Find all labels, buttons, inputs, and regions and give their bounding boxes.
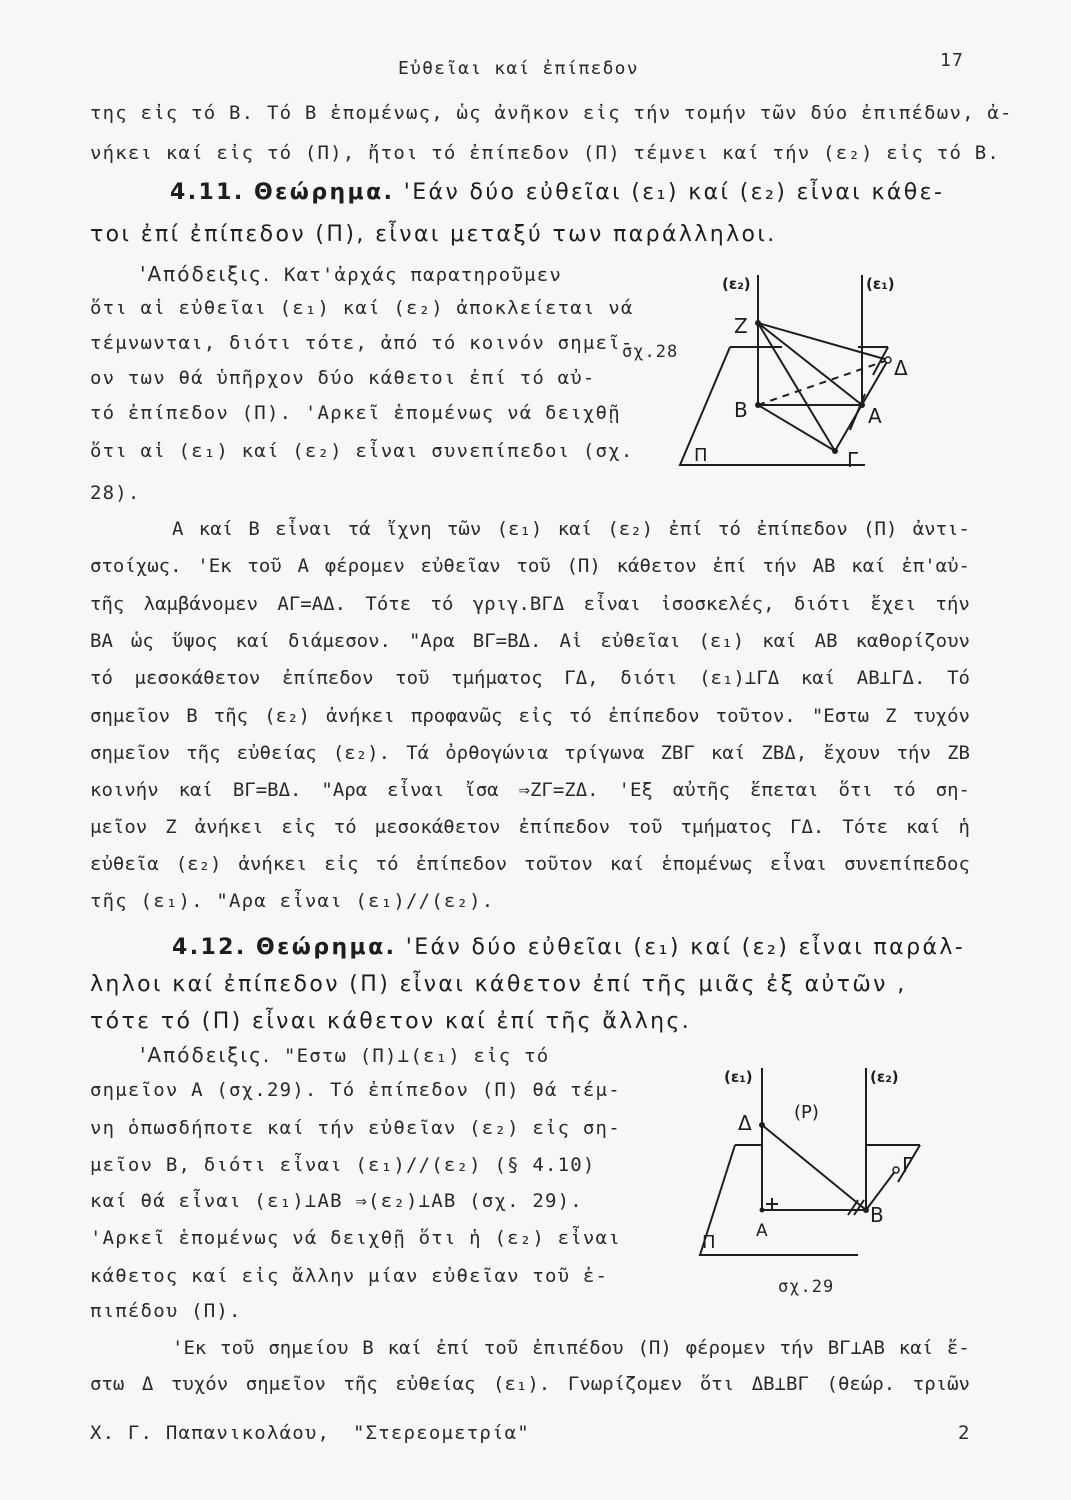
word: τρίγωνα <box>564 742 645 764</box>
word: Β <box>362 1337 374 1359</box>
label-d: Δ <box>894 356 908 380</box>
word: 'Εκ <box>172 1337 207 1359</box>
word: ἐπίπεδον <box>415 853 508 875</box>
word: τό <box>718 518 741 540</box>
theorem-number: 4.12. <box>172 935 247 960</box>
label-a: Α <box>756 1221 768 1241</box>
word: Δ <box>141 1373 154 1395</box>
word: ἔ- <box>946 1337 970 1359</box>
word: ἐπίπεδον <box>282 667 374 689</box>
para-4-12-line-2 <box>90 1373 970 1395</box>
segment-db <box>762 1125 866 1210</box>
word: ἀντι- <box>912 518 970 540</box>
word: εἶναι <box>583 593 641 615</box>
label-z: Ζ <box>734 314 748 338</box>
para-4-11-line-7 <box>90 742 970 764</box>
word: φέρομεν <box>685 1337 766 1359</box>
para-4-12-line-1 <box>172 1337 970 1359</box>
word: 'Εκ <box>197 555 232 577</box>
word: στοίχως. <box>90 555 182 577</box>
word: εὐθεῖαι <box>600 630 681 652</box>
label-pi: Π <box>702 1232 716 1253</box>
footer-author: Χ. Γ. Παπανικολάου, <box>90 1422 331 1444</box>
word: ὅτι <box>838 779 873 801</box>
proof-4-11-line-7: 28). <box>90 482 141 504</box>
word: ΖΒ <box>947 742 970 764</box>
word: εὐθεῖα <box>90 853 159 875</box>
word: καθορίζουν <box>855 630 970 652</box>
footer-book-title: "Στερεομετρία" <box>353 1422 530 1444</box>
word: (ε₁) <box>496 518 543 540</box>
theorem-4-12-statement-2: ληλοι καί ἐπίπεδον (Π) εἶναι κάθετον ἐπί τῆς μιᾶς ἐξ αὐτῶν , <box>90 972 907 997</box>
word: τοῦ <box>516 555 551 577</box>
proof-4-12-line-4: μεῖον Β, διότι εἶναι (ε₁)//(ε₂) (§ 4.10) <box>90 1154 596 1176</box>
word: ΒΓ=ΒΔ. <box>472 630 542 652</box>
label-r: (P) <box>794 1102 819 1123</box>
word: τριῶν <box>912 1373 970 1395</box>
word: Ζ <box>885 705 897 727</box>
word: καί <box>906 816 941 838</box>
word: ⇒ΖΓ=ΖΔ. <box>518 779 599 801</box>
theorem-statement: 'Εάν δύο εὐθεῖαι (ε₁) καί (ε₂) εἶναι παράλ- <box>405 935 966 960</box>
word: ἐπίπεδον <box>608 705 700 727</box>
word: κάθετον <box>616 555 697 577</box>
word: καί <box>178 779 213 801</box>
word: καί <box>851 555 886 577</box>
proof-4-12-line-3: νη ὁπωσδήποτε καί τήν εὐθεῖαν (ε₂) εἰς ση- <box>90 1117 621 1139</box>
para-4-11-line-1 <box>172 518 970 540</box>
figure-28-caption: σχ.28 <box>622 342 679 362</box>
word: προφανῶς <box>410 705 503 727</box>
word: ΑΒ⊥ΓΔ. <box>856 667 926 689</box>
label-e1: (ε₁) <box>866 275 895 293</box>
word: τά <box>347 518 371 540</box>
proof-label: 'Απόδειξις. <box>140 262 272 286</box>
word: τῶν <box>446 518 482 540</box>
label-e1: (ε₁) <box>724 1068 753 1086</box>
word: Β <box>186 705 198 727</box>
word: (ε₂) <box>175 853 222 875</box>
word: ΖΒΔ, <box>761 742 808 764</box>
word: τήν <box>935 593 970 615</box>
word: Ζ <box>165 816 177 838</box>
word: τοῦ <box>247 555 282 577</box>
para-4-11-line-6 <box>90 705 970 727</box>
word: διάμεσον. <box>288 630 391 652</box>
word: ὀρθογώνια <box>445 742 549 764</box>
proof-text: Κατ'ἀρχάς παρατηροῦμεν <box>283 264 562 286</box>
word: τοῦ <box>628 816 663 838</box>
word: ἡ <box>958 816 970 838</box>
word: τό <box>430 593 454 615</box>
word: (ε₂). <box>332 742 391 764</box>
word: τμήματος <box>451 667 543 689</box>
word: εἰς <box>281 816 316 838</box>
word: ΑΒ <box>812 555 836 577</box>
word: μεῖον <box>90 816 148 838</box>
word: ἐπί <box>435 1337 471 1359</box>
intro-line-1: της εἰς τό Β. Τό Β ἑπομένως, ὡς ἀνῆκον εἰς τήν τομήν τῶν δύο ἐπιπέδων, ἀ- <box>90 102 1013 124</box>
word: ἴσα <box>464 779 499 801</box>
word: ἐπί <box>712 555 747 577</box>
word: ἔχουν <box>823 742 881 764</box>
figure-29-caption: σχ.29 <box>778 1277 835 1297</box>
label-e2: (ε₂) <box>722 275 751 293</box>
word: τό <box>333 816 357 838</box>
para-4-11-line-4 <box>90 630 970 652</box>
word: μεσοκάθετον <box>134 667 261 689</box>
running-title: Εὐθεῖαι καί ἐπίπεδον <box>398 58 639 79</box>
word: καί <box>762 630 797 652</box>
word: ἀνήκει <box>238 853 308 875</box>
figure-28 <box>660 255 960 485</box>
word: τυχόν <box>912 705 970 727</box>
word: τοῦ <box>483 1337 519 1359</box>
proof-4-12-line-7: κάθετος καί εἰς ἄλλην μίαν εὐθεῖαν τοῦ ἐ- <box>90 1265 609 1287</box>
word: Τά <box>406 742 430 764</box>
proof-4-12-line-6: 'Αρκεῖ ἑπομένως νά δειχθῇ ὅτι ἡ (ε₂) εἶναι <box>90 1227 621 1249</box>
theorem-number: 4.11. <box>170 180 245 205</box>
word: ἰσοσκελές, <box>660 593 775 615</box>
word: λαμβάνομεν <box>143 593 259 615</box>
word: "Εστω <box>811 705 870 727</box>
word: ἐπ'αὐ- <box>901 555 970 577</box>
proof-4-12-line-2: σημεῖον Α (σχ.29). Τό ἐπίπεδον (Π) θά τέμ- <box>90 1079 621 1101</box>
word: ἴχνη <box>385 518 432 540</box>
theorem-4-11-statement-2: τοι ἐπί ἐπίπεδον (Π), εἶναι μεταξύ των παράλληλοι. <box>90 222 777 247</box>
word: (ε₁) <box>698 630 745 652</box>
word: ΔΒ⊥ΒΓ <box>751 1373 809 1395</box>
proof-4-12-line-5: καί θά εἶναι (ε₁)⊥ΑΒ ⇒(ε₂)⊥ΑΒ (σχ. 29). <box>90 1190 583 1212</box>
word: Α <box>172 518 184 540</box>
word: τό <box>375 853 399 875</box>
word: (ε₂) <box>607 518 654 540</box>
word: ΒΓ=ΒΔ. <box>232 779 302 801</box>
para-4-11-line-8 <box>90 779 970 801</box>
label-e2: (ε₂) <box>870 1068 899 1086</box>
word: ἐπίπεδον <box>518 816 611 838</box>
word: ὡς <box>130 630 154 652</box>
word: εἰς <box>518 705 553 727</box>
word: (Π) <box>566 555 601 577</box>
theorem-4-12-statement-3: τότε τό (Π) εἶναι κάθετον καί ἐπί τῆς ἄλλης. <box>90 1009 692 1034</box>
plane-pi-outline <box>700 1145 858 1255</box>
word: τῆς <box>213 705 249 727</box>
word: ΑΒ <box>814 630 838 652</box>
word: Α <box>297 555 309 577</box>
word: καί <box>898 1337 934 1359</box>
word: ἐπί <box>668 518 703 540</box>
proof-4-12-line-1 <box>140 1043 549 1067</box>
para-4-11-line-9 <box>90 816 970 838</box>
word: τό <box>90 667 113 689</box>
word: τοῦτον. <box>715 705 796 727</box>
page-number: 17 <box>940 50 965 71</box>
segment-bg <box>758 405 835 451</box>
word: "Αρα <box>321 779 368 801</box>
word: ὕψος <box>171 630 218 652</box>
proof-4-11-line-6: ὅτι αἱ (ε₁) καί (ε₂) εἶναι συνεπίπεδοι (σχ. <box>90 440 634 462</box>
word: μεσοκάθετον <box>374 816 501 838</box>
word: εἶναι <box>769 853 828 875</box>
para-4-11-line-2 <box>90 555 970 577</box>
word: "Αρα <box>408 630 455 652</box>
label-g: Γ <box>847 448 859 472</box>
word: καί <box>609 853 645 875</box>
word: τμήματος <box>680 816 772 838</box>
word: Β <box>248 518 260 540</box>
label-d: Δ <box>738 1111 752 1135</box>
segment-bd <box>758 360 888 405</box>
proof-4-12-line-8: πιπέδου (Π). <box>90 1300 242 1322</box>
label-b: Β <box>734 398 748 422</box>
word: εὐθείας <box>395 1373 476 1395</box>
word: (ε₁)⊥ΓΔ <box>699 667 780 689</box>
proof-4-11-line-4: ον των θά ὑπῆρχον δύο κάθετοι ἐπί τό αὐ- <box>90 367 596 389</box>
word: τήν <box>762 555 797 577</box>
word: σημεῖον <box>245 1373 326 1395</box>
word: διότι <box>793 593 852 615</box>
word: ὅτι <box>699 1373 735 1395</box>
word: Τότε <box>365 593 412 615</box>
theorem-4-11-heading <box>170 180 944 205</box>
word: σημείου <box>268 1337 349 1359</box>
para-4-11-line-10 <box>90 853 970 875</box>
proof-label: 'Απόδειξις. <box>140 1043 272 1067</box>
theorem-statement: 'Εάν δύο εὐθεῖαι (ε₁) καί (ε₂) εἶναι κάθε- <box>403 180 945 205</box>
word: Τό <box>947 667 970 689</box>
word: Τότε <box>842 816 889 838</box>
word: Γνωρίζομεν <box>567 1373 683 1395</box>
word: ἕπεται <box>749 779 819 801</box>
word: (ε₁). <box>493 1373 551 1395</box>
para-4-11-line-11: τῆς (ε₁). "Αρα εἶναι (ε₁)//(ε₂). <box>90 890 495 912</box>
word: (θεώρ. <box>826 1373 896 1395</box>
word: ἑπομένως <box>661 853 753 875</box>
word: (Π) <box>637 1337 672 1359</box>
word: ἀνήκει <box>194 816 264 838</box>
label-a: Α <box>868 404 882 428</box>
theorem-4-12-heading <box>172 935 965 960</box>
para-4-11-line-3 <box>90 593 970 615</box>
word: συνεπίπεδος <box>844 853 970 875</box>
word: τό <box>892 779 916 801</box>
word: ΒΓ⊥ΑΒ <box>827 1337 885 1359</box>
word: ΓΔ, <box>564 667 599 689</box>
word: Αἱ <box>559 630 583 652</box>
word: τῆς <box>343 1373 378 1395</box>
word: σημεῖον <box>90 705 171 727</box>
proof-4-11-line-1 <box>140 262 562 286</box>
word: καί <box>800 667 836 689</box>
theorem-label: Θεώρημα. <box>254 180 395 205</box>
proof-4-11-line-5: τό ἐπίπεδον (Π). 'Αρκεῖ ἑπομένως νά δειχθῇ <box>90 402 621 424</box>
word: ἐπίπεδον <box>756 518 848 540</box>
segment-za <box>758 323 862 405</box>
proof-4-11-line-2: ὅτι αἱ εὐθεῖαι (ε₁) καί (ε₂) ἀποκλείεται νά <box>90 297 634 319</box>
word: καί <box>198 518 234 540</box>
word: καί <box>235 630 270 652</box>
word: τῆς <box>186 742 221 764</box>
word: ση- <box>935 779 970 801</box>
proof-text: "Εστω (Π)⊥(ε₁) εἰς τό <box>283 1045 550 1067</box>
word: τῆς <box>90 593 125 615</box>
proof-4-11-line-3: τέμνωνται, διότι τότε, ἀπό τό κοινόν σημεῖ- <box>90 332 634 354</box>
word: ἔχει <box>870 593 917 615</box>
theorem-label: Θεώρημα. <box>256 935 397 960</box>
word: φέρομεν <box>324 555 405 577</box>
word: γριγ.ΒΓΔ <box>472 593 565 615</box>
word: εὐθείας <box>236 742 317 764</box>
word: καί <box>710 742 746 764</box>
word: τυχόν <box>170 1373 229 1395</box>
word: τήν <box>896 742 931 764</box>
word: ΖΒΓ <box>660 742 695 764</box>
word: τό <box>568 705 592 727</box>
intro-line-2: νήκει καί εἰς τό (Π), ἤτοι τό ἐπίπεδον (Π) τέμνει καί τήν (ε₂) εἰς τό Β. <box>90 142 1001 164</box>
word: στω <box>90 1373 125 1395</box>
word: καί <box>557 518 593 540</box>
word: 'Εξ <box>618 779 653 801</box>
word: κοινήν <box>90 779 159 801</box>
word: τήν <box>779 1337 814 1359</box>
word: τοῦτον <box>524 853 593 875</box>
footer-sheet-number: 2 <box>958 1422 971 1444</box>
word: τοῦ <box>395 667 430 689</box>
word: ΒΑ <box>90 630 113 652</box>
word: διότι <box>620 667 678 689</box>
word: (Π) <box>863 518 898 540</box>
para-4-11-line-5 <box>90 667 970 689</box>
word: αὐτῆς <box>672 779 731 801</box>
word: ΑΓ=ΑΔ. <box>277 593 347 615</box>
word: τοῦ <box>220 1337 255 1359</box>
word: εἶναι <box>387 779 445 801</box>
word: καί <box>387 1337 422 1359</box>
word: σημεῖον <box>90 742 171 764</box>
label-g: Γ <box>902 1153 914 1177</box>
label-b: Β <box>870 1203 884 1227</box>
word: (ε₂) <box>264 705 310 727</box>
word: ἐπιπέδου <box>532 1337 624 1359</box>
word: ΓΔ. <box>790 816 825 838</box>
word: εὐθεῖαν <box>420 555 501 577</box>
label-pi: Π <box>694 445 708 466</box>
word: ἀνήκει <box>326 705 395 727</box>
word: εἶναι <box>275 518 333 540</box>
word: εἰς <box>324 853 359 875</box>
figure-29 <box>680 1060 960 1260</box>
